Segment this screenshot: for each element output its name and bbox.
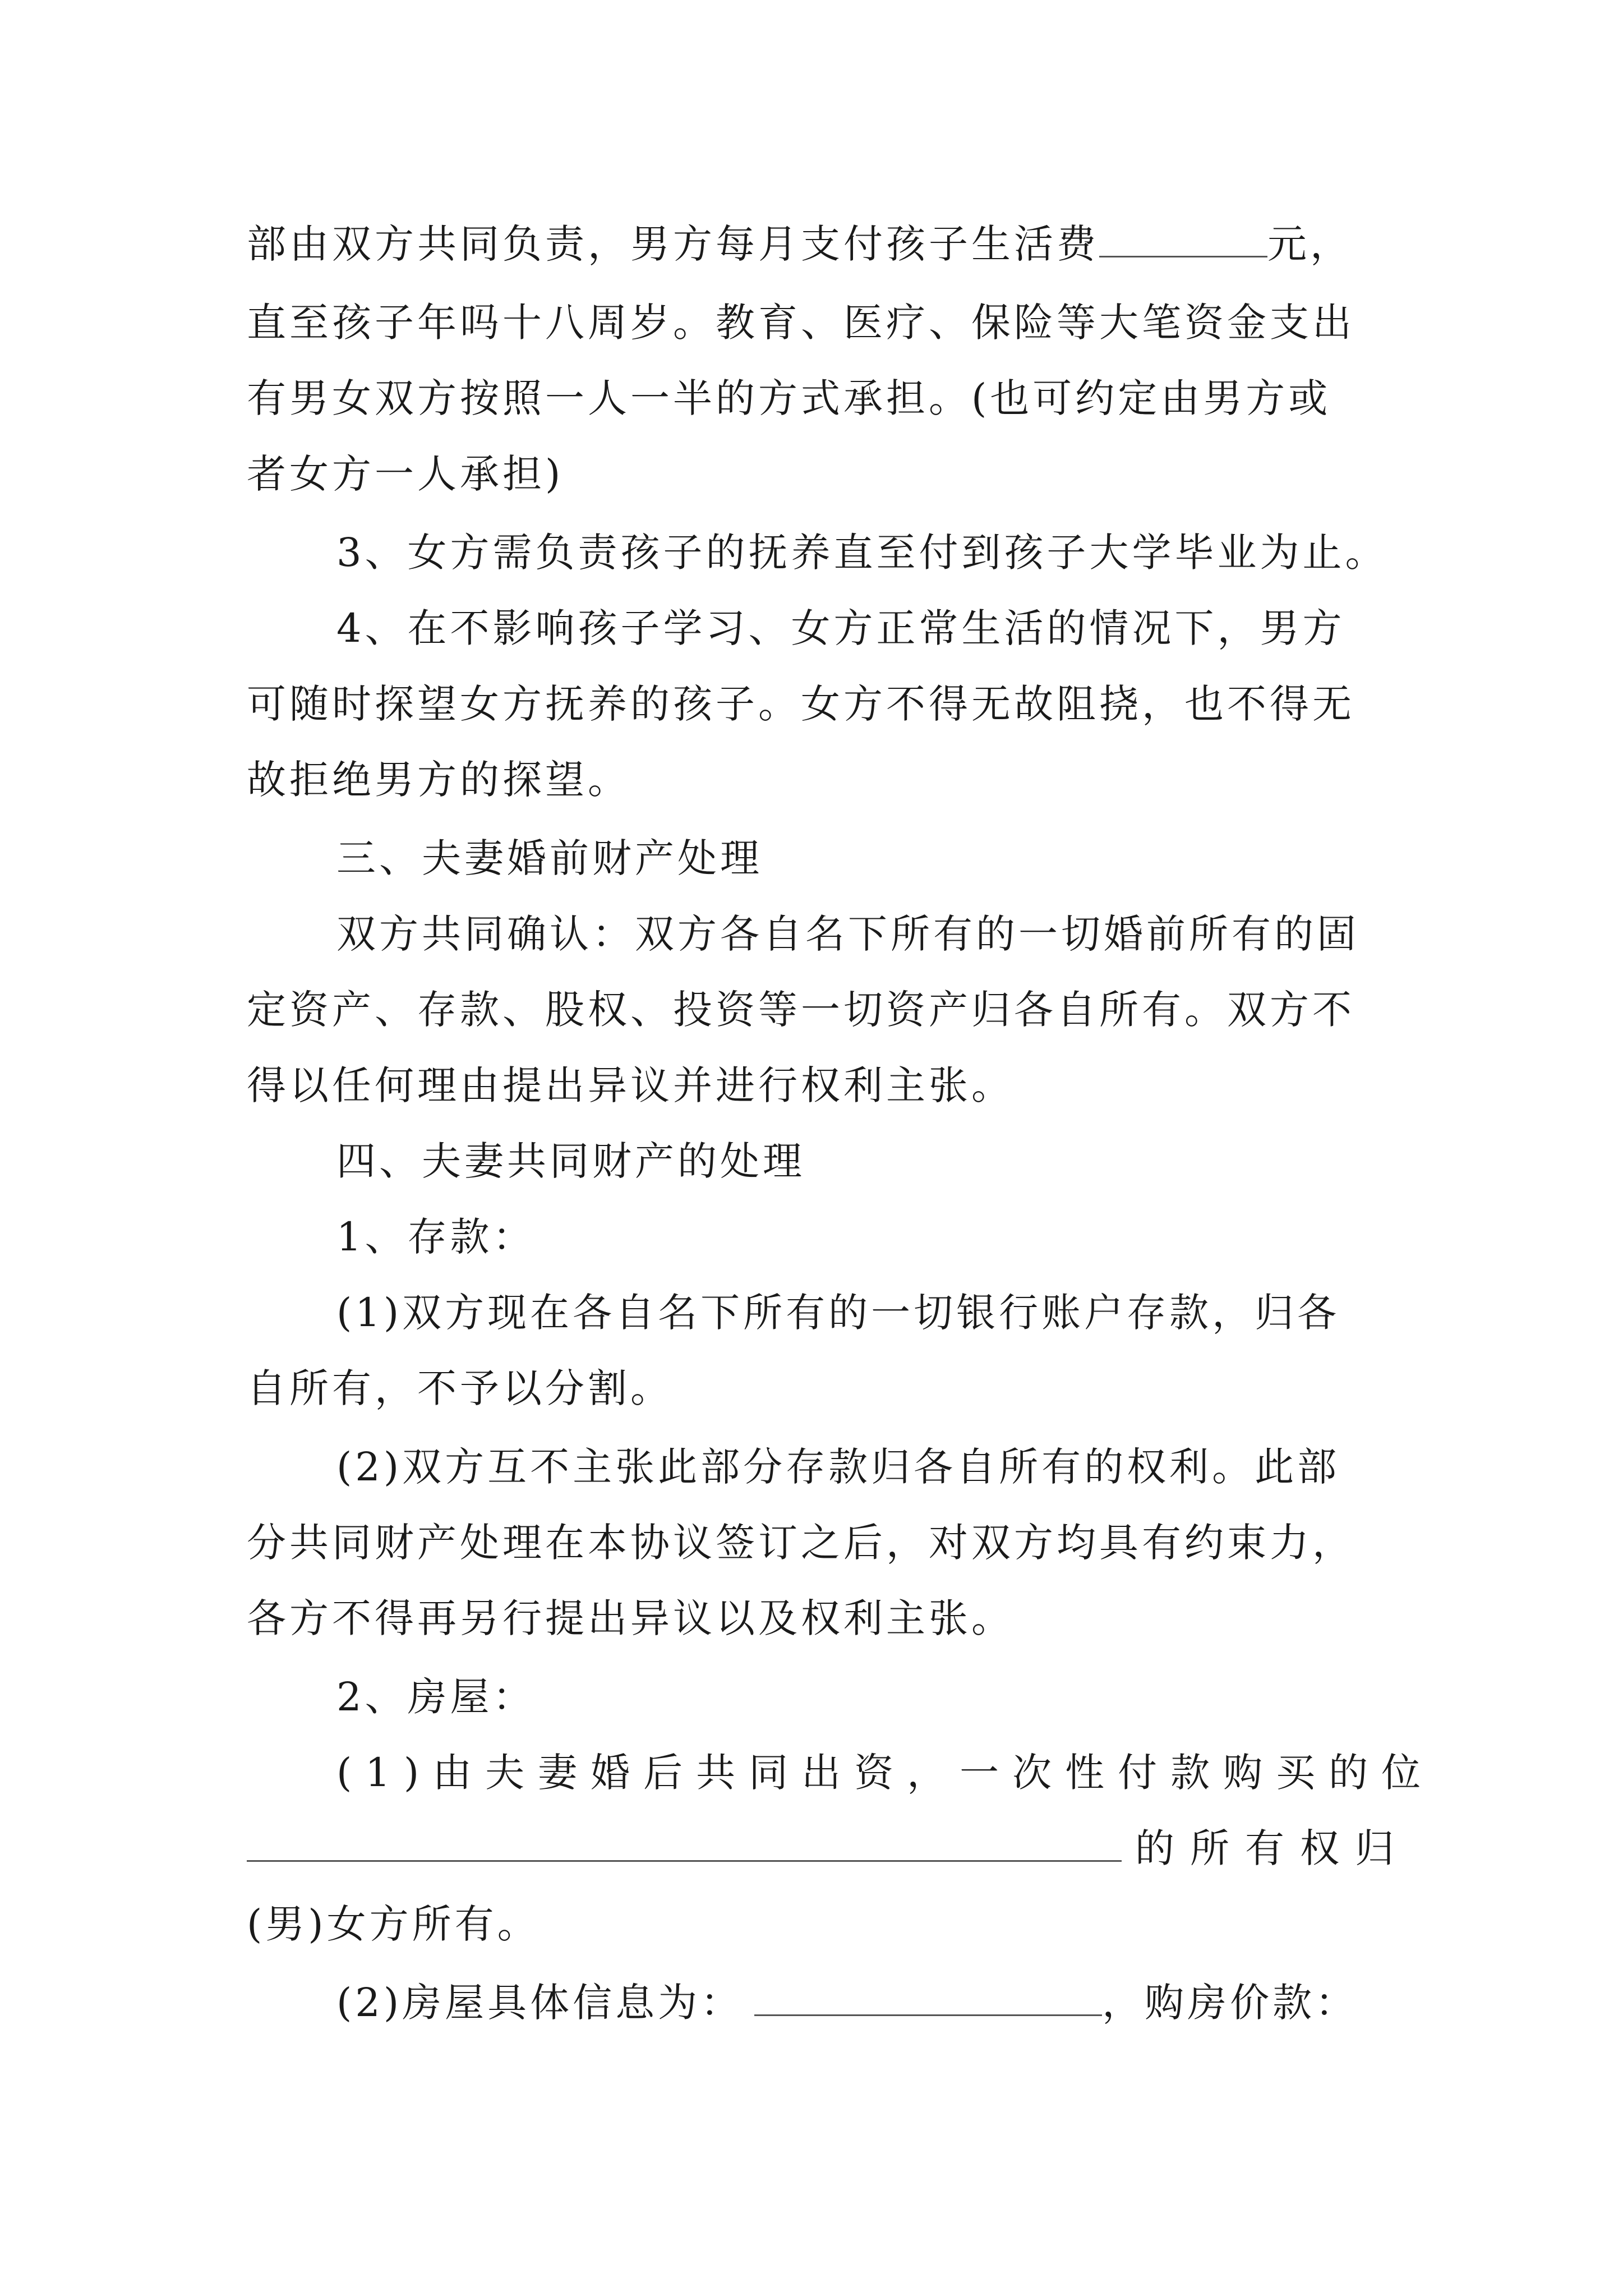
text-segment: (2)房屋具体信息为： (336, 1980, 744, 2026)
text-line: (1)双方现在各自名下所有的一切银行账户存款，归各 (336, 1290, 1340, 1336)
text-line (247, 213, 1391, 275)
text-segment: ，购房价款： (1102, 1980, 1358, 2026)
text-line: (1)由夫妻婚后共同出资，一次性付款购买的位 (336, 1750, 1435, 1796)
section-heading: 四、夫妻共同财产的处理 (336, 1138, 805, 1184)
text-line: (2)双方互不主张此部分存款归各自所有的权利。此部 (336, 1444, 1340, 1490)
text-line: 各方不得再另行提出异议以及权利主张。 (247, 1595, 1014, 1641)
text-line: 定资产、存款、股权、投资等一切资产归各自所有。双方不 (247, 987, 1355, 1033)
fill-in-blank (247, 1820, 1122, 1862)
text-segment: 部由双方共同负责，男方每月支付孩子生活费 (247, 221, 1099, 267)
text-line: (男)女方所有。 (247, 1901, 540, 1947)
fill-in-blank (754, 1974, 1102, 2016)
text-line: 有男女双方按照一人一半的方式承担。(也可约定由男方或 (247, 375, 1331, 421)
section-heading: 三、夫妻婚前财产处理 (336, 835, 763, 881)
subsection-heading: 2、房屋： (336, 1674, 536, 1720)
text-line: 4、在不影响孩子学习、女方正常生活的情况下，男方 (336, 605, 1345, 651)
text-line: 故拒绝男方的探望。 (247, 757, 630, 803)
text-line (247, 1818, 1410, 1879)
text-line: 双方共同确认：双方各自名下所有的一切婚前所有的固 (336, 911, 1359, 957)
text-line (336, 1972, 1391, 2033)
text-line: 得以任何理由提出异议并进行权利主张。 (247, 1062, 1014, 1108)
fill-in-blank (1099, 215, 1267, 257)
text-line: 直至孩子年吗十八周岁。教育、医疗、保险等大笔资金支出 (247, 300, 1355, 346)
text-line: 可随时探望女方抚养的孩子。女方不得无故阻挠，也不得无 (247, 681, 1355, 727)
text-line: 3、女方需负责孩子的抚养直至付到孩子大学毕业为止。 (336, 530, 1388, 576)
text-line: 者女方一人承担) (247, 451, 564, 497)
text-line: 自所有，不予以分割。 (247, 1365, 673, 1411)
subsection-heading: 1、存款： (336, 1214, 536, 1260)
text-segment: 元， (1267, 221, 1353, 267)
text-line: 分共同财产处理在本协议签订之后，对双方均具有约束力， (247, 1520, 1355, 1566)
text-segment: 的所有权归 (1135, 1825, 1410, 1871)
